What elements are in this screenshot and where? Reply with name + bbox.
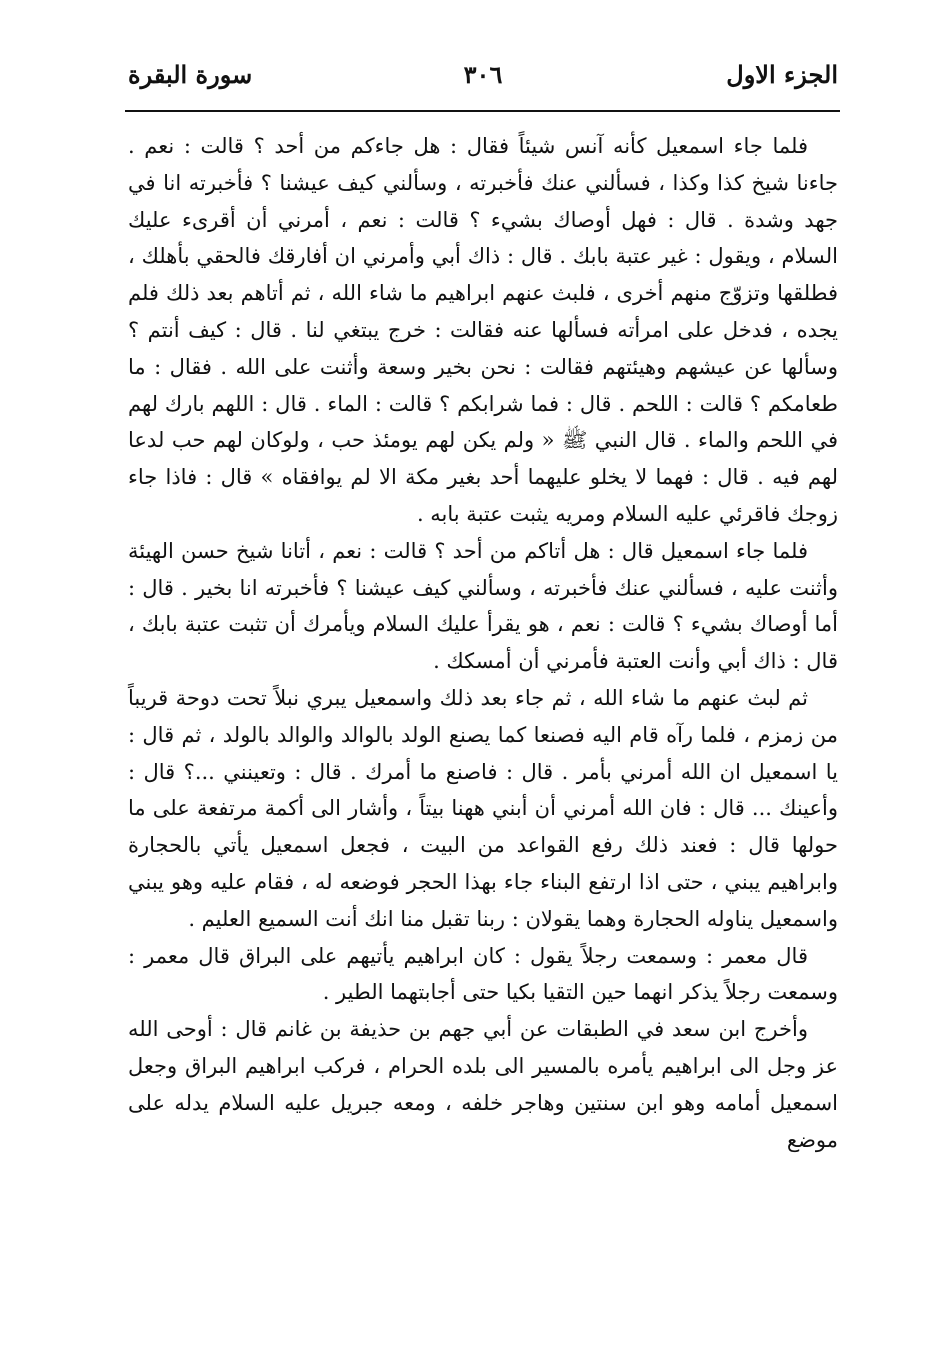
paragraph: وأخرج ابن سعد في الطبقات عن أبي جهم بن حذيفة بن غانم قال : أوحى الله عز وجل الى ابراهيم يأمره بالمسير الى بلده الحرام ، فركب ابراهيم البراق وجعل اسمعيل أمامه وهو ابن سنتين وهاجر خلفه ، ومعه جبريل عليه السلام يدله على موضع <box>128 1017 838 1152</box>
paragraph: قال معمر : وسمعت رجلاً يقول : كان ابراهيم يأتيهم على البراق قال معمر : وسمعت رجلاً يذكر انهما حين التقيا بكيا حتى أجابتهما الطير . <box>128 943 838 1005</box>
header-divider <box>125 110 840 112</box>
page-body <box>128 128 838 1158</box>
volume-title: الجزء الاول <box>726 60 838 89</box>
page-header <box>128 58 838 98</box>
paragraph: ثم لبث عنهم ما شاء الله ، ثم جاء بعد ذلك واسمعيل يبري نبلاً تحت دوحة قريباً من زمزم ، فلما رآه قام اليه فصنعا كما يصنع الولد بالوالد والوالد بالولد ، ثم قال : يا اسمعيل ان الله أمرني بأمر . قال : فاصنع ما أمرك . قال : وتعينني ...؟ قال : وأعينك ... قال : فان الله أمرني أن أبني ههنا بيتاً ، وأشار الى أكمة مرتفعة على ما حولها قال : فعند ذلك رفع القواعد من البيت ، فجعل اسمعيل يأتي بالحجارة وابراهيم يبني ، حتى اذا ارتفع البناء جاء بهذا الحجر فوضعه له ، فقام عليه وهو يبني واسمعيل يناوله الحجارة وهما يقولان : ربنا تقبل منا انك أنت السميع العليم . <box>128 685 838 931</box>
surah-title: سورة البقرة <box>128 60 253 89</box>
page-number: ٣٠٦ <box>463 60 503 89</box>
paragraph: فلما جاء اسمعيل كأنه آنس شيئاً فقال : هل جاءكم من أحد ؟ قالت : نعم . جاءنا شيخ كذا وكذا ، فسألني عنك فأخبرته ، وسألني كيف عيشنا ؟ فأخبرته انا في جهد وشدة . قال : فهل أوصاك بشيء ؟ قالت : نعم ، أمرني أن أقرىء عليك السلام ، ويقول : غير عتبة بابك . قال : ذاك أبي وأمرني ان أفارقك فالحقي بأهلك ، فطلقها وتزوّج منهم أخرى ، فلبث عنهم ابراهيم ما شاء الله ، ثم أتاهم بعد ذلك فلم يجده ، فدخل على امرأته فسألها عنه فقالت : خرج يبتغي لنا . قال : كيف أنتم ؟ وسألها عن عيشهم وهيئتهم فقالت : نحن بخير وسعة وأثنت على الله . فقال : ما طعامكم ؟ قالت : اللحم . قال : فما شرابكم ؟ قالت : الماء . قال : اللهم بارك لهم في اللحم والماء . قال النبي ﷺ « ولم يكن لهم يومئذ حب ، ولوكان لهم حب لدعا لهم فيه . قال : فهما لا يخلو عليهما أحد بغير مكة الا لم يوافقاه » قال : فاذا جاء زوجك فاقرئي عليه السلام ومريه يثبت عتبة بابه . <box>128 134 839 526</box>
paragraph: فلما جاء اسمعيل قال : هل أتاكم من أحد ؟ قالت : نعم ، أتانا شيخ حسن الهيئة وأثنت عليه ، فسألني عنك فأخبرته ، وسألني كيف عيشنا ؟ فأخبرته انا بخير . قال : أما أوصاك بشيء ؟ قالت : نعم ، هو يقرأ عليك السلام ويأمرك أن تثبت عتبة بابك ، قال : ذاك أبي وأنت العتبة فأمرني أن أمسكك . <box>128 538 838 674</box>
